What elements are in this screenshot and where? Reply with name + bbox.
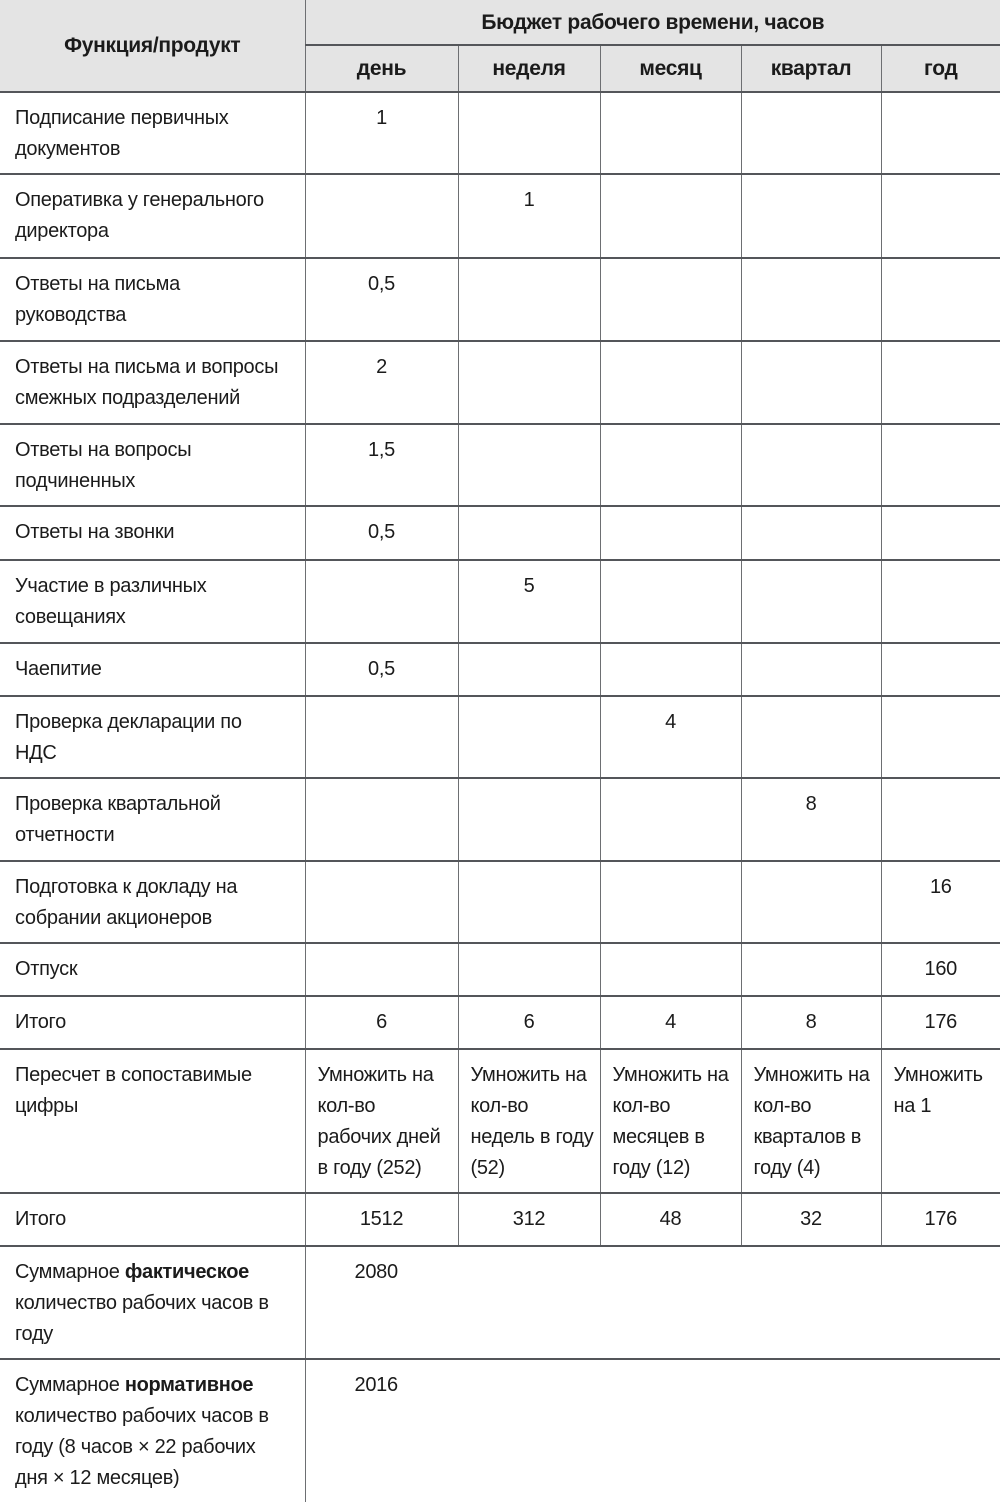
cell-year (881, 174, 1000, 258)
cell-quarter: 8 (741, 778, 881, 861)
cell-month (600, 174, 741, 258)
header-week: неделя (458, 45, 600, 92)
cell-year (881, 424, 1000, 506)
summary-value: 2016 (305, 1359, 1000, 1502)
cell-day: 1512 (305, 1193, 458, 1246)
cell-year (881, 258, 1000, 341)
table-header (0, 0, 1000, 92)
cell-quarter (741, 424, 881, 506)
row-label: Участие в различных совещаниях (0, 560, 305, 643)
cell-week (458, 943, 600, 996)
row-label: Пересчет в сопоставимые цифры (0, 1049, 305, 1193)
header-function-product: Функция/продукт (0, 0, 305, 92)
cell-week (458, 341, 600, 424)
table-row (0, 560, 1000, 643)
cell-year (881, 560, 1000, 643)
row-label: Ответы на письма и вопросы смежных подразделений (0, 341, 305, 424)
cell-month (600, 778, 741, 861)
cell-week: 5 (458, 560, 600, 643)
row-label: Итого (0, 996, 305, 1049)
cell-day: 6 (305, 996, 458, 1049)
row-label: Подготовка к докладу на собрании акционеров (0, 861, 305, 943)
cell-day: 1 (305, 92, 458, 174)
table-row (0, 424, 1000, 506)
table-row (0, 258, 1000, 341)
cell-week (458, 92, 600, 174)
cell-week (458, 424, 600, 506)
table-body (0, 92, 1000, 1502)
cell-day: 0,5 (305, 258, 458, 341)
cell-year: 176 (881, 996, 1000, 1049)
header-row-group (0, 0, 1000, 45)
cell-year: 160 (881, 943, 1000, 996)
header-month: месяц (600, 45, 741, 92)
cell-day (305, 861, 458, 943)
table-row (0, 174, 1000, 258)
header-day: день (305, 45, 458, 92)
row-label (0, 1359, 305, 1502)
cell-quarter: 32 (741, 1193, 881, 1246)
table-row (0, 861, 1000, 943)
summary-label-prefix: Суммарное (15, 1261, 125, 1283)
cell-week (458, 258, 600, 341)
row-label: Проверка квартальной отчетности (0, 778, 305, 861)
cell-day (305, 943, 458, 996)
cell-month (600, 92, 741, 174)
cell-month: 4 (600, 696, 741, 778)
row-label (0, 1246, 305, 1359)
row-label: Ответы на письма руководства (0, 258, 305, 341)
cell-year: Умножить на 1 (881, 1049, 1000, 1193)
row-label: Проверка декларации по НДС (0, 696, 305, 778)
table-row-summary-actual (0, 1246, 1000, 1359)
cell-day: 0,5 (305, 643, 458, 696)
cell-quarter (741, 943, 881, 996)
cell-week: 1 (458, 174, 600, 258)
row-label: Подписание первичных документов (0, 92, 305, 174)
row-label: Отпуск (0, 943, 305, 996)
cell-quarter (741, 92, 881, 174)
cell-month (600, 506, 741, 560)
cell-month (600, 560, 741, 643)
table-row-total (0, 996, 1000, 1049)
table-row (0, 943, 1000, 996)
cell-week (458, 696, 600, 778)
cell-quarter (741, 341, 881, 424)
summary-value: 2080 (305, 1246, 1000, 1359)
cell-month (600, 643, 741, 696)
cell-week: 312 (458, 1193, 600, 1246)
cell-week (458, 861, 600, 943)
table-row-recalc (0, 1049, 1000, 1193)
cell-day: 1,5 (305, 424, 458, 506)
table-row (0, 696, 1000, 778)
cell-quarter: Умножить на кол-во кварталов в году (4) (741, 1049, 881, 1193)
cell-quarter (741, 506, 881, 560)
summary-label-suffix: количество рабочих часов в году (8 часов × 22 рабочих дня × 12 месяцев) (15, 1405, 269, 1489)
cell-year (881, 696, 1000, 778)
cell-quarter (741, 258, 881, 341)
summary-label-bold: фактическое (124, 1261, 249, 1283)
table-row (0, 506, 1000, 560)
row-label: Ответы на вопросы подчиненных (0, 424, 305, 506)
cell-week (458, 643, 600, 696)
cell-year: 176 (881, 1193, 1000, 1246)
row-label: Оперативка у генерального директора (0, 174, 305, 258)
cell-month (600, 258, 741, 341)
cell-year (881, 341, 1000, 424)
cell-month (600, 424, 741, 506)
cell-day (305, 560, 458, 643)
header-budget-title: Бюджет рабочего времени, часов (305, 0, 1000, 45)
cell-day: 0,5 (305, 506, 458, 560)
row-label: Ответы на звонки (0, 506, 305, 560)
cell-month: Умножить на кол-во месяцев в году (12) (600, 1049, 741, 1193)
summary-label-prefix: Суммарное (15, 1374, 125, 1396)
cell-year (881, 643, 1000, 696)
cell-month (600, 943, 741, 996)
header-quarter: квартал (741, 45, 881, 92)
table-row (0, 778, 1000, 861)
header-year: год (881, 45, 1000, 92)
cell-quarter (741, 643, 881, 696)
cell-quarter (741, 696, 881, 778)
table-row (0, 341, 1000, 424)
row-label: Итого (0, 1193, 305, 1246)
cell-year (881, 92, 1000, 174)
cell-week: Умножить на кол-во недель в году (52) (458, 1049, 600, 1193)
cell-month: 48 (600, 1193, 741, 1246)
cell-week (458, 506, 600, 560)
cell-week: 6 (458, 996, 600, 1049)
cell-day: 2 (305, 341, 458, 424)
table-row (0, 92, 1000, 174)
cell-month (600, 861, 741, 943)
row-label: Чаепитие (0, 643, 305, 696)
table-row-total (0, 1193, 1000, 1246)
cell-day (305, 696, 458, 778)
cell-quarter (741, 174, 881, 258)
cell-day (305, 174, 458, 258)
cell-day (305, 778, 458, 861)
cell-year: 16 (881, 861, 1000, 943)
cell-year (881, 506, 1000, 560)
summary-label-bold: нормативное (124, 1374, 254, 1396)
cell-quarter (741, 560, 881, 643)
cell-year (881, 778, 1000, 861)
cell-quarter: 8 (741, 996, 881, 1049)
summary-label-suffix: количество рабочих часов в году (15, 1292, 269, 1345)
cell-week (458, 778, 600, 861)
cell-month: 4 (600, 996, 741, 1049)
table-row-summary-normative (0, 1359, 1000, 1502)
cell-day: Умножить на кол-во рабочих дней в году (252) (305, 1049, 458, 1193)
cell-month (600, 341, 741, 424)
cell-quarter (741, 861, 881, 943)
table-row (0, 643, 1000, 696)
